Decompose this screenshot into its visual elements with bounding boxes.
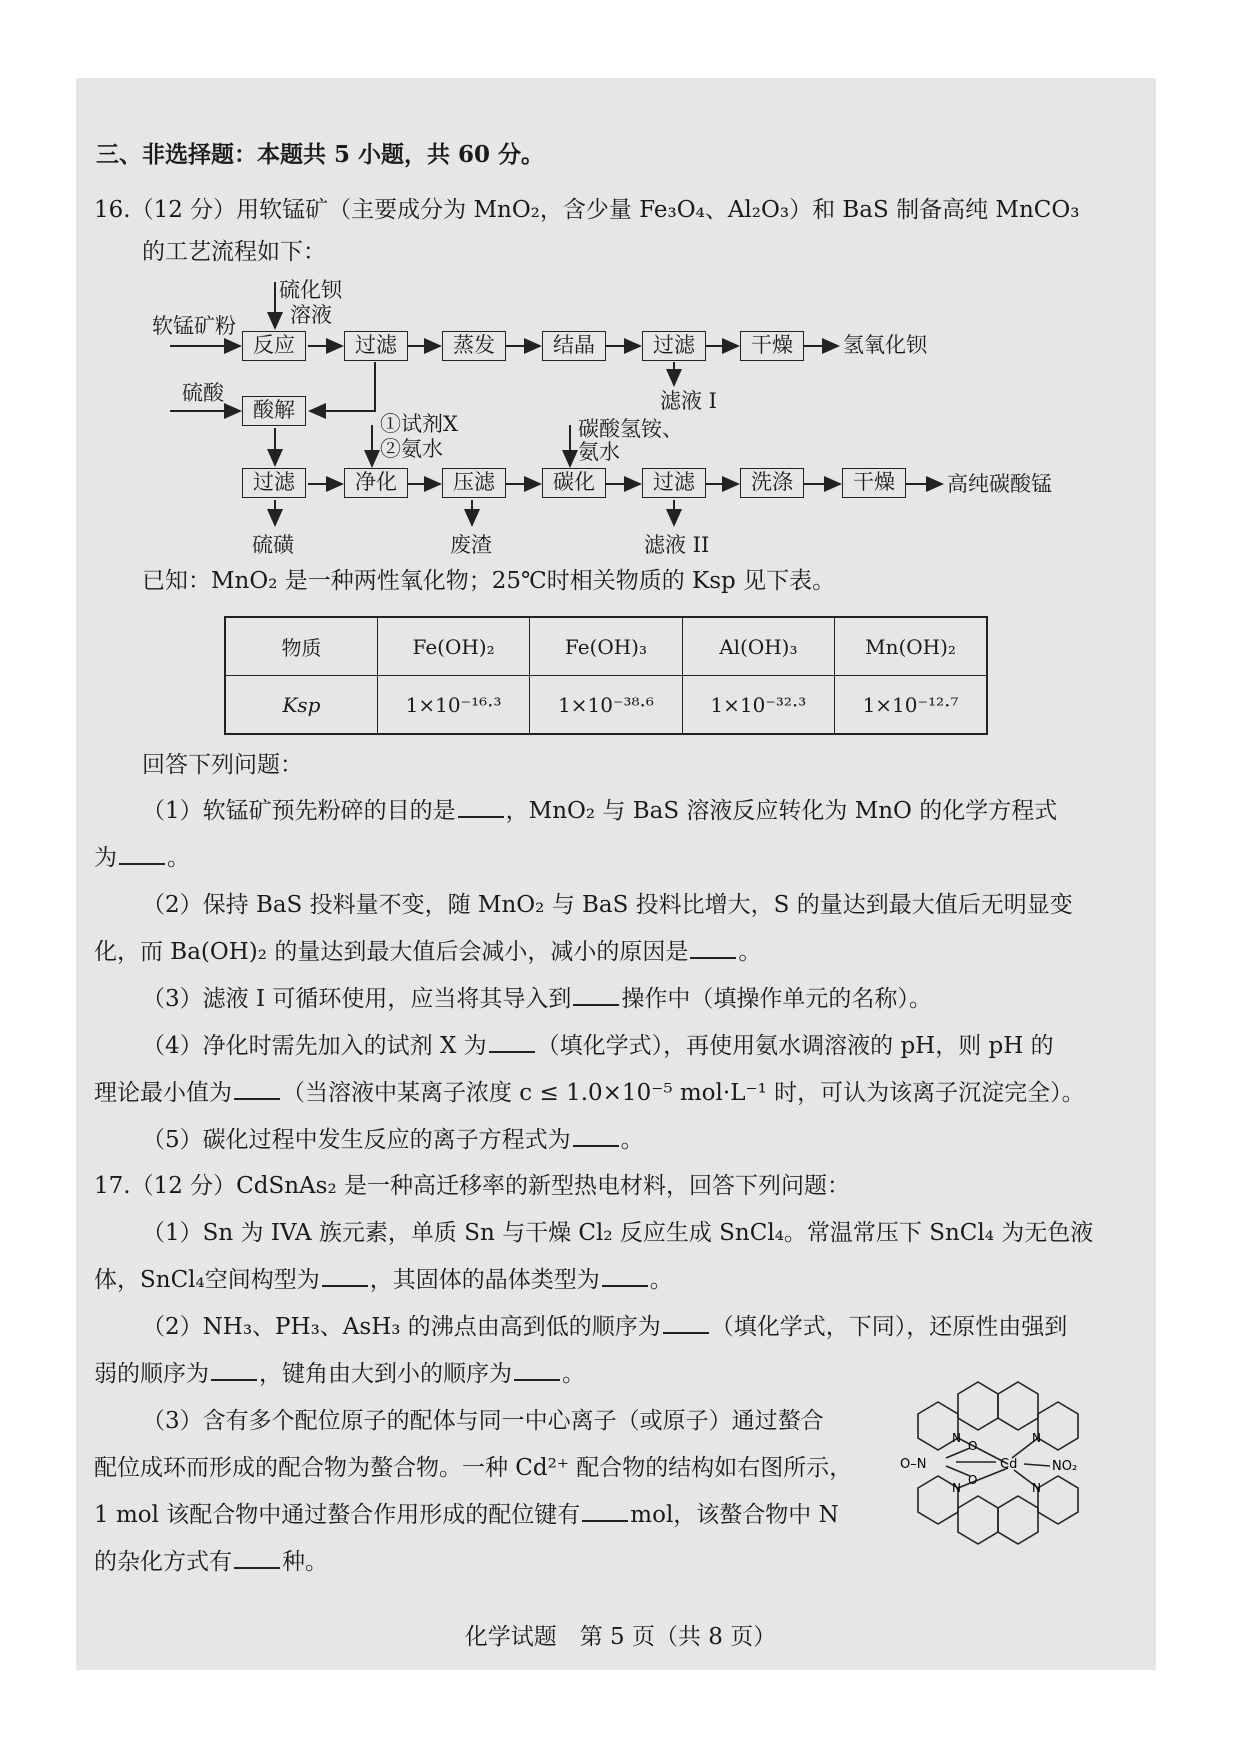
mol-n1: N [952, 1431, 961, 1445]
q16-p1-line1 [142, 796, 1057, 826]
q16-p2-line2 [94, 937, 761, 967]
q17-p3e: 的杂化方式有 [94, 1549, 232, 1575]
ksp-table [224, 616, 988, 735]
answer-blank[interactable] [458, 796, 504, 818]
flow-input-reagent-1: ①试剂X [380, 412, 458, 436]
flow-out-sulfur: 硫磺 [252, 533, 294, 557]
q17-p2e: 。 [562, 1361, 585, 1387]
mol-cd: Cd [1000, 1457, 1018, 1472]
flow-input-bas-2: 溶液 [290, 303, 332, 327]
q16-p4b: （填化学式），再使用氨水调溶液的 pH，则 pH 的 [536, 1033, 1054, 1059]
table-cell: 1×10⁻³⁸·⁶ [530, 676, 682, 735]
flow-out-baoh: 氢氧化钡 [843, 333, 927, 357]
q16-p1a: （1）软锰矿预先粉碎的目的是 [142, 798, 456, 824]
mol-o-top: O [968, 1439, 978, 1453]
q16-p1b: ，MnO₂ 与 BaS 溶液反应转化为 MnO 的化学方程式 [505, 798, 1058, 824]
q17-p1d: 。 [649, 1267, 673, 1293]
mol-o-bottom: O [968, 1473, 978, 1487]
flow-box-filter4: 过滤 [642, 468, 706, 498]
flow-input-nh4-2: 氨水 [578, 440, 620, 464]
q16-p2a: （2）保持 BaS 投料量不变，随 MnO₂ 与 BaS 投料比增大，S 的量达到最大值后无明显变 [142, 892, 1073, 918]
flow-box-cryst: 结晶 [542, 331, 606, 361]
answer-blank[interactable] [119, 843, 165, 865]
q17-line1: 17.（12 分）CdSnAs₂ 是一种高迁移率的新型热电材料，回答下列问题： [94, 1173, 850, 1199]
q16-answer-prompt: 回答下列问题： [142, 752, 303, 778]
flow-input-nh4-1: 碳酸氢铵、 [578, 417, 683, 441]
q16-p3a: （3）滤液 I 可循环使用，应当将其导入到 [142, 986, 572, 1012]
q17-p2a: （2）NH₃、PH₃、AsH₃ 的沸点由高到低的顺序为 [142, 1314, 661, 1340]
q17-p3-line4 [94, 1547, 328, 1577]
flow-input-reagent-2: ②氨水 [380, 437, 443, 461]
q16-p1-line2 [94, 843, 190, 873]
q16-p1d: 。 [167, 845, 190, 871]
q17-p3a: （3）含有多个配位原子的配体与同一中心离子（或原子）通过螯合 [142, 1408, 824, 1434]
q16-p4-line1 [142, 1031, 1054, 1061]
q17-p3-line3 [94, 1500, 839, 1530]
flow-out-residue: 废渣 [450, 533, 492, 557]
q16-p4-line2 [94, 1078, 1085, 1108]
q16-line2: 的工艺流程如下： [142, 239, 326, 265]
flow-box-filter3: 过滤 [242, 468, 306, 498]
flow-out-mnco3: 高纯碳酸锰 [947, 472, 1052, 496]
q17-p2-line2 [94, 1359, 585, 1389]
q17-p2d: ，键角由大到小的顺序为 [259, 1361, 512, 1387]
q17-p3d: mol，该螯合物中 N [630, 1502, 839, 1528]
flow-box-press: 压滤 [442, 468, 506, 498]
q17-p2-line1 [142, 1312, 1067, 1342]
table-row [225, 617, 987, 676]
answer-blank[interactable] [582, 1500, 628, 1522]
q17-p2c: 弱的顺序为 [94, 1361, 209, 1387]
flow-box-purify: 净化 [344, 468, 408, 498]
section-header: 三、非选择题：本题共 5 小题，共 60 分。 [96, 141, 545, 168]
table-cell: 1×10⁻¹⁶·³ [377, 676, 529, 735]
q17-p1a: （1）Sn 为 IVA 族元素，单质 Sn 与干燥 Cl₂ 反应生成 SnCl₄。常温常压下 SnCl₄ 为无色液 [142, 1220, 1094, 1246]
mol-no2: NO₂ [1052, 1459, 1078, 1474]
answer-blank[interactable] [573, 984, 619, 1006]
q16-p5a: （5）碳化过程中发生反应的离子方程式为 [142, 1127, 571, 1153]
flow-box-carbon: 碳化 [542, 468, 606, 498]
table-cell: 1×10⁻¹²·⁷ [835, 676, 987, 735]
page-footer: 化学试题 第 5 页（共 8 页） [464, 1624, 777, 1650]
flow-box-acid: 酸解 [242, 396, 306, 426]
flow-box-react: 反应 [242, 331, 306, 361]
answer-blank[interactable] [322, 1265, 368, 1287]
q16-known: 已知：MnO₂ 是一种两性氧化物；25℃时相关物质的 Ksp 见下表。 [142, 568, 836, 594]
q16-p3b: 操作中（填操作单元的名称）。 [621, 986, 932, 1012]
answer-blank[interactable] [234, 1547, 280, 1569]
mol-o-left: O–N [900, 1457, 927, 1472]
table-row [225, 676, 987, 735]
q16-p3 [142, 984, 932, 1014]
answer-blank[interactable] [234, 1078, 280, 1100]
mol-n2: N [1032, 1431, 1041, 1445]
q17-p3f: 种。 [282, 1549, 328, 1575]
flow-box-dry2: 干燥 [842, 468, 906, 498]
answer-blank[interactable] [573, 1125, 619, 1147]
q16-p5 [142, 1125, 644, 1155]
q16-p4d: （当溶液中某离子浓度 c ≤ 1.0×10⁻⁵ mol·L⁻¹ 时，可认为该离子沉淀完全）。 [282, 1080, 1085, 1106]
flow-out-filtrate1: 滤液 I [660, 389, 717, 413]
q17-p3c: 1 mol 该配合物中通过螯合作用形成的配位键有 [94, 1502, 581, 1528]
mol-n3: N [952, 1481, 961, 1495]
answer-blank[interactable] [514, 1359, 560, 1381]
flow-input-ore: 软锰矿粉 [152, 314, 236, 338]
table-header-cell: Al(OH)₃ [682, 617, 834, 676]
flow-box-dry1: 干燥 [740, 331, 804, 361]
table-header-cell: Mn(OH)₂ [835, 617, 987, 676]
q17-p1c: ，其固体的晶体类型为 [369, 1267, 600, 1293]
table-header-cell: Fe(OH)₃ [530, 617, 682, 676]
q16-p1c: 为 [94, 845, 117, 871]
flow-out-filtrate2: 滤液 II [644, 533, 710, 557]
table-cell: 1×10⁻³²·³ [682, 676, 834, 735]
flow-box-wash: 洗涤 [740, 468, 804, 498]
q17-p1b: 体，SnCl₄空间构型为 [94, 1267, 320, 1293]
flow-input-bas-1: 硫化钡 [279, 278, 342, 302]
mol-n4: N [1032, 1481, 1041, 1495]
q17-p3b: 配位成环而形成的配合物为螯合物。一种 Cd²⁺ 配合物的结构如右图所示， [94, 1455, 853, 1481]
answer-blank[interactable] [489, 1031, 535, 1053]
flow-box-filter2: 过滤 [642, 331, 706, 361]
q16-p4a: （4）净化时需先加入的试剂 X 为 [142, 1033, 487, 1059]
q16-p2c: 。 [738, 939, 762, 965]
q16-p4c: 理论最小值为 [94, 1080, 232, 1106]
answer-blank[interactable] [663, 1312, 709, 1334]
table-header-cell: Fe(OH)₂ [377, 617, 529, 676]
table-row-label: Ksp [225, 676, 377, 735]
q16-p5b: 。 [620, 1127, 644, 1153]
answer-blank[interactable] [690, 937, 736, 959]
flow-input-acid: 硫酸 [182, 381, 224, 405]
q16-line1: 16.（12 分）用软锰矿（主要成分为 MnO₂，含少量 Fe₃O₄、Al₂O₃）和 BaS 制备高纯 MnCO₃ [94, 197, 1080, 223]
q16-p2b: 化，而 Ba(OH)₂ 的量达到最大值后会减小，减小的原因是 [94, 939, 689, 965]
cd-complex-structure [900, 1358, 1130, 1568]
answer-blank[interactable] [602, 1265, 648, 1287]
q17-p2b: （填化学式，下同），还原性由强到 [710, 1314, 1068, 1340]
q17-p1-line2 [94, 1265, 673, 1295]
table-header-cell: 物质 [225, 617, 377, 676]
flow-box-evap: 蒸发 [442, 331, 506, 361]
answer-blank[interactable] [211, 1359, 257, 1381]
flow-box-filter1: 过滤 [344, 331, 408, 361]
process-flow-arrows [0, 0, 1241, 580]
